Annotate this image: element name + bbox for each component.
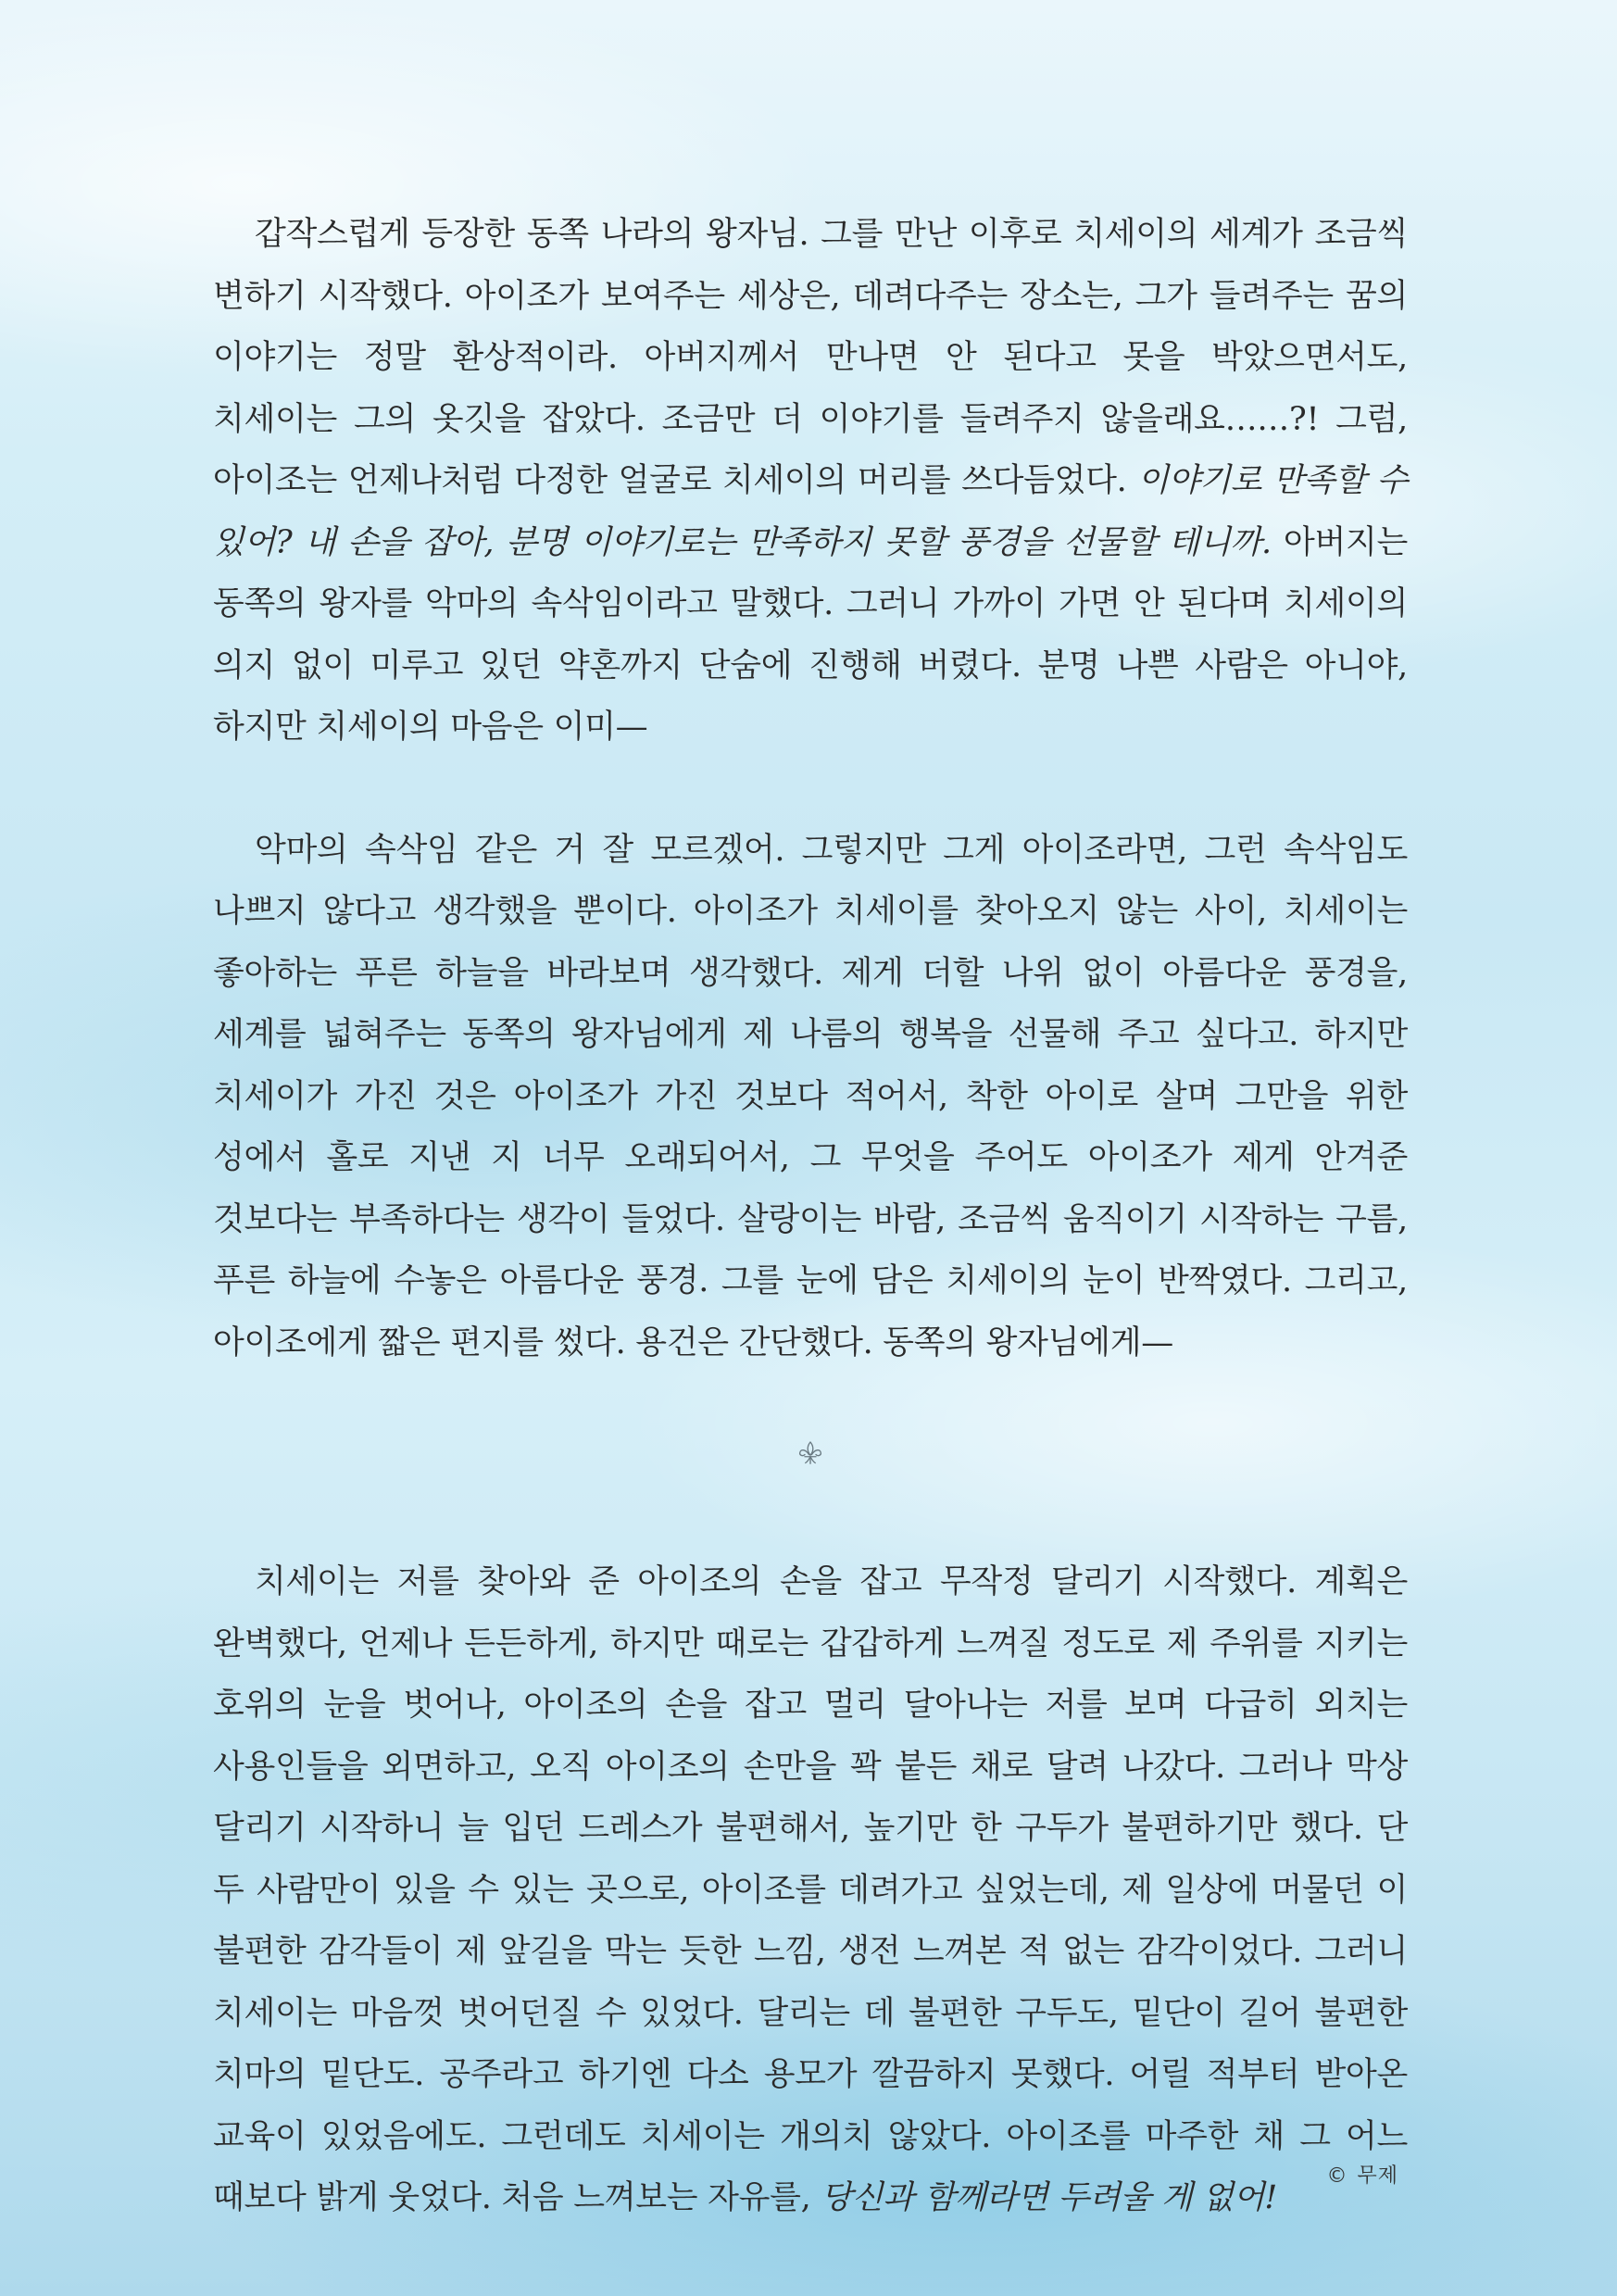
paragraph-3-italic-quote: 당신과 함께라면 두려울 게 없어! [821,2179,1277,2216]
paragraph-3 [213,1551,1408,2229]
document-body [213,204,1408,2229]
credit-text: 무제 [1357,2164,1398,2188]
paragraph-3-text: 치세이는 저를 찾아와 준 아이조의 손을 잡고 무작정 달리기 시작했다. 계획은 완벽했다, 언제나 든든하게, 하지만 때로는 갑갑하게 느껴질 정도로 제 주위를 지키는 호위의 눈을 벗어나, 아이조의 손을 잡고 멀리 달아나는 저를 보며 다급히 외치는 사용인들을 외면하고, 오직 아이조의 손만을 꽉 붙든 채로 달려 나갔다. 그러나 막상 달리기 시작하니 늘 입던 드레스가 불편해서, 높기만 한 구두가 불편하기만 했다. 단 두 사람만이 있을 수 있는 곳으로, 아이조를 데려가고 싶었는데, 제 일상에 머물던 이 불편한 감각들이 제 앞길을 막는 듯한 느낌, 생전 느껴본 적 없는 감각이었다. 그러니 치세이는 마음껏 벗어던질 수 있었다. 달리는 데 불편한 구두도, 밑단이 길어 불편한 치마의 밑단도. 공주라고 하기엔 다소 용모가 깔끔하지 못했다. 어릴 적부터 받아온 교육이 있었음에도. 그런데도 치세이는 개의치 않았다. 아이조를 마주한 채 그 어느 때보다 밝게 웃었다. 처음 느껴보는 자유를, [213,1563,1408,2216]
paragraph-1-text-b: 아버지는 동쪽의 왕자를 악마의 속삭임이라고 말했다. 그러니 가까이 가면 안 된다며 치세이의 의지 없이 미루고 있던 약혼까지 단숨에 진행해 버렸다. 분명 나쁜 사람은 아니야, 하지만 치세이의 마음은 이미— [213,523,1408,746]
copyright-icon: © [1326,2164,1348,2188]
paragraph-1-italic-quote: 이야기로 만족할 수 있어? 내 손을 잡아, 분명 이야기로는 만족하지 못할 풍경을 선물할 테니까. [213,462,1408,561]
paragraph-2 [213,820,1408,1374]
credit-line [1326,2160,1398,2189]
paragraph-1 [213,204,1408,759]
section-divider [213,1392,1408,1514]
paragraph-1-text-a: 갑작스럽게 등장한 동쪽 나라의 왕자님. 그를 만난 이후로 치세이의 세계가 조금씩 변하기 시작했다. 아이조가 보여주는 세상은, 데려다주는 장소는, 그가 들려주는 꿈의 이야기는 정말 환상적이라. 아버지께서 만나면 안 된다고 못을 박았으면서도, 치세이는 그의 옷깃을 잡았다. 조금만 더 이야기를 들려주지 않을래요……?! 그럼, 아이조는 언제나처럼 다정한 얼굴로 치세이의 머리를 쓰다듬었다. [213,216,1408,499]
paragraph-2-text: 악마의 속삭임 같은 거 잘 모르겠어. 그렇지만 그게 아이조라면, 그런 속삭임도 나쁘지 않다고 생각했을 뿐이다. 아이조가 치세이를 찾아오지 않는 사이, 치세이는 좋아하는 푸른 하늘을 바라보며 생각했다. 제게 더할 나위 없이 아름다운 풍경을, 세계를 넓혀주는 동쪽의 왕자님에게 제 나름의 행복을 선물해 주고 싶다고. 하지만 치세이가 가진 것은 아이조가 가진 것보다 적어서, 착한 아이로 살며 그만을 위한 성에서 홀로 지낸 지 너무 오래되어서, 그 무엇을 주어도 아이조가 제게 안겨준 것보다는 부족하다는 생각이 들었다. 살랑이는 바람, 조금씩 움직이기 시작하는 구름, 푸른 하늘에 수놓은 아름다운 풍경. 그를 눈에 담은 치세이의 눈이 반짝였다. 그리고, 아이조에게 짧은 편지를 썼다. 용건은 간단했다. 동쪽의 왕자님에게— [213,831,1408,1361]
fleur-de-lis-icon [796,1439,824,1467]
